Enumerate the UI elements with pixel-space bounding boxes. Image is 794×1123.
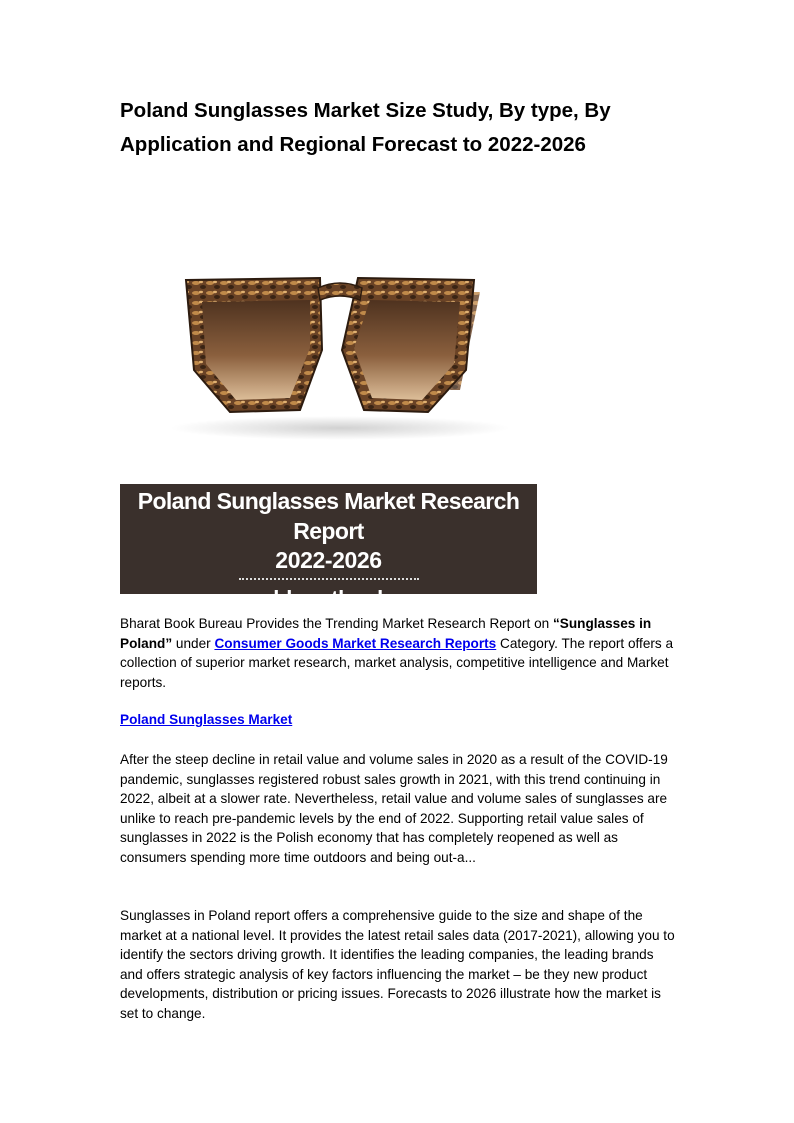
report-name: “Sunglasses in Poland” [120, 616, 652, 651]
banner-title: Poland Sunglasses Market Research Report [137, 488, 520, 544]
intro-prefix: Bharat Book Bureau Provides the Trending Market Research Report on [120, 616, 553, 631]
banner-years: 2022-2026 [275, 547, 382, 573]
report-banner-image [120, 484, 537, 611]
intro-suffix: Category. The report offers a collection of superior market research, market analysis, competitive intelligence and Market reports. [120, 635, 674, 690]
report-description-paragraph: Sunglasses in Poland report offers a comprehensive guide to the size and shape of the market at a national level. It provides the latest retail sales data (2017-2021), allowing you to identify the sectors driving growth. It identifies the leading companies, the leading brands and offers strategic analysis of key factors influencing the market – be they new product developments, distribution or pricing issues. Forecasts to 2026 illustrate how the market is set to change. [120, 908, 675, 1021]
market-link-paragraph [120, 710, 676, 730]
market-overview-paragraph: After the steep decline in retail value and volume sales in 2020 as a result of the COVID-19 pandemic, sunglasses registered robust sales growth in 2021, with this trend continuing in 2022, albeit at a slower rate. Nevertheless, retail value and volume sales of sunglasses are unlike to reach pre-pandemic levels by the end of 2022. Supporting retail value sales of sunglasses in 2022 is the Polish economy that has completely reopened as well as consumers spending more time outdoors and being out-a... [120, 752, 668, 865]
poland-sunglasses-market-link[interactable]: Poland Sunglasses Market [120, 712, 293, 727]
intro-paragraph [120, 614, 676, 692]
banner-divider [239, 578, 419, 580]
category-link[interactable]: Consumer Goods Market Research Reports [214, 635, 497, 651]
intro-mid: under [172, 635, 215, 651]
sunglasses-product-image [150, 240, 530, 450]
page-title: Poland Sunglasses Market Size Study, By type, By Application and Regional Forecast to 2022-2026 [120, 99, 611, 156]
sunglasses-illustration [150, 240, 530, 450]
banner-url: www.bharatbook.com [218, 586, 439, 611]
